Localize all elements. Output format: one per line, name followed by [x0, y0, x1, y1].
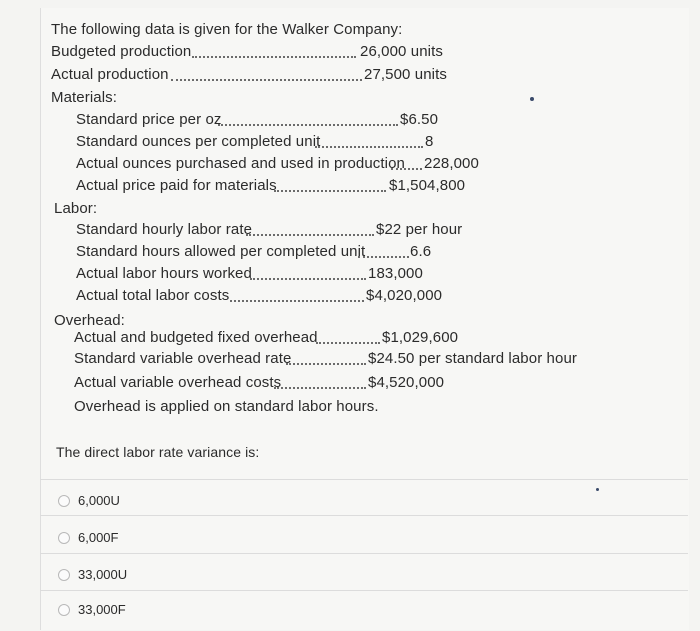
std-ounces-value: 8 [425, 133, 434, 150]
leader-dots [274, 387, 366, 389]
actual-ounces-value: 228,000 [424, 155, 479, 172]
std-rate-label: Standard hourly labor rate [76, 221, 253, 238]
leader-dots [286, 363, 366, 365]
overhead-heading: Overhead: [54, 312, 125, 329]
actual-ounces-label: Actual ounces purchased and used in production [76, 155, 405, 172]
actual-labor-cost-value: $4,020,000 [366, 287, 443, 304]
actual-production-value: 27,500 units [364, 66, 447, 83]
radio-button[interactable] [58, 569, 70, 581]
actual-hours-label: Actual labor hours worked [76, 265, 252, 282]
fixed-overhead-label: Actual and budgeted fixed overhead [74, 329, 318, 346]
divider [40, 590, 688, 591]
actual-production-label: Actual production [51, 66, 169, 83]
std-hours-value: 6.6 [410, 243, 432, 260]
labor-heading: Labor: [54, 200, 98, 217]
radio-button[interactable] [58, 495, 70, 507]
std-price-value: $6.50 [400, 111, 439, 128]
leader-dots [192, 56, 356, 58]
option-4[interactable] [58, 602, 126, 617]
std-rate-value: $22 per hour [376, 221, 463, 238]
leader-dots [218, 124, 398, 126]
option-label: 6,000F [78, 530, 119, 545]
actual-price-value: $1,504,800 [389, 177, 466, 194]
stray-dot [596, 488, 599, 491]
option-label: 33,000F [78, 602, 126, 617]
budgeted-production-label: Budgeted production [51, 43, 192, 60]
intro-text: The following data is given for the Walker Company: [51, 21, 403, 38]
radio-button[interactable] [58, 532, 70, 544]
var-rate-value: $24.50 per standard labor hour [368, 350, 577, 367]
budgeted-production-value: 26,000 units [360, 43, 443, 60]
leader-dots [358, 256, 409, 258]
leader-dots [230, 300, 364, 302]
leader-dots [315, 146, 423, 148]
leader-dots [274, 190, 386, 192]
leader-dots [171, 79, 362, 81]
var-cost-label: Actual variable overhead costs [74, 374, 282, 391]
option-label: 33,000U [78, 567, 128, 582]
std-hours-label: Standard hours allowed per completed unit [76, 243, 366, 260]
option-2[interactable] [58, 530, 118, 545]
leader-dots [391, 168, 422, 170]
stray-dot [530, 97, 534, 101]
fixed-overhead-value: $1,029,600 [382, 329, 459, 346]
divider [40, 515, 688, 516]
std-ounces-label: Standard ounces per completed unit [76, 133, 321, 150]
var-cost-value: $4,520,000 [368, 374, 445, 391]
materials-heading: Materials: [51, 89, 118, 106]
leader-dots [316, 342, 380, 344]
divider [40, 479, 688, 480]
overhead-note: Overhead is applied on standard labor hours. [74, 398, 379, 415]
divider [40, 553, 688, 554]
var-rate-label: Standard variable overhead rate [74, 350, 292, 367]
option-label: 6,000U [78, 493, 120, 508]
leader-dots [250, 278, 366, 280]
option-1[interactable] [58, 493, 120, 508]
question-text: The direct labor rate variance is: [56, 444, 260, 460]
leader-dots [246, 234, 374, 236]
radio-button[interactable] [58, 604, 70, 616]
question-card [40, 8, 689, 630]
actual-hours-value: 183,000 [368, 265, 423, 282]
actual-price-label: Actual price paid for materials [76, 177, 277, 194]
actual-labor-cost-label: Actual total labor costs [76, 287, 230, 304]
std-price-label: Standard price per oz [76, 111, 222, 128]
option-3[interactable] [58, 567, 127, 582]
